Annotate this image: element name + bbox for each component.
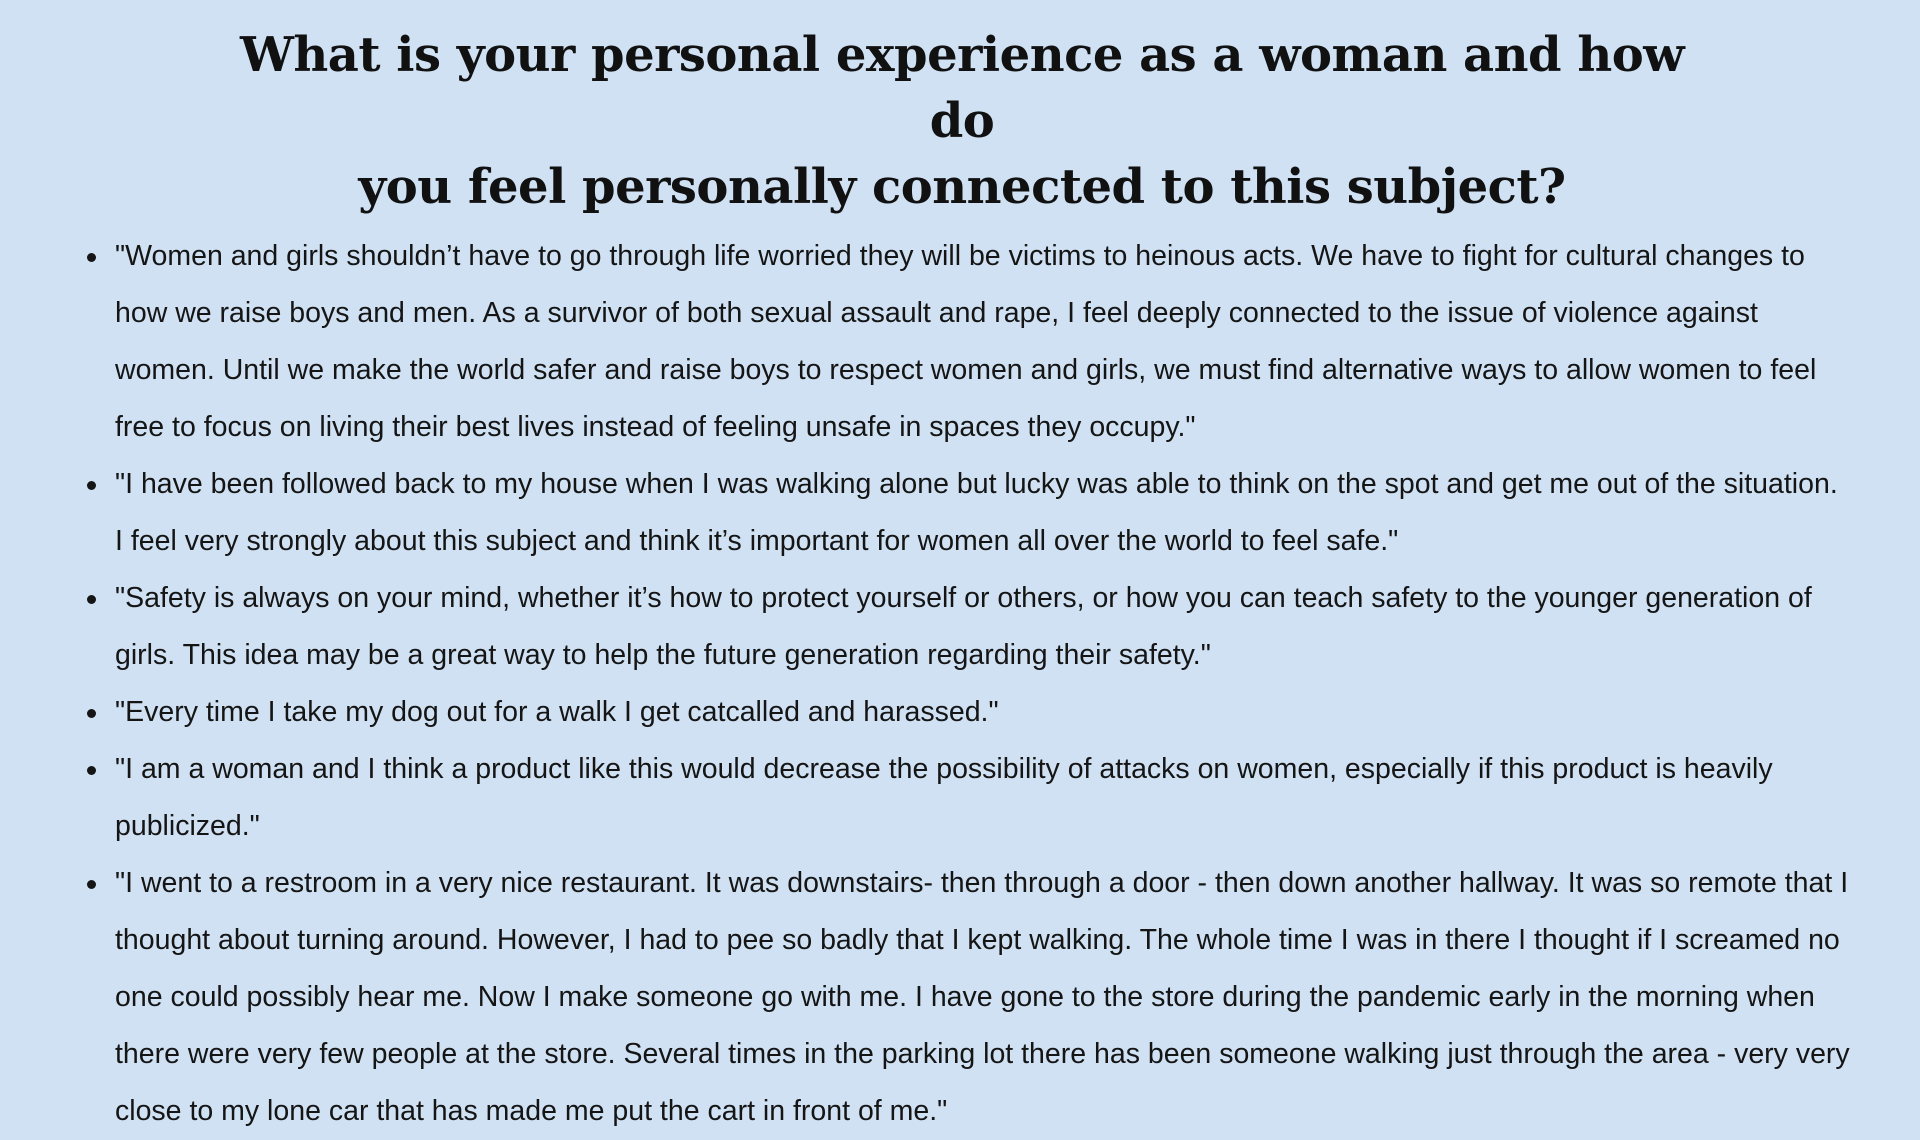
bullet-icon	[87, 766, 96, 775]
quote-list	[72, 228, 1852, 1140]
bullet-icon	[87, 253, 96, 262]
slide-title-line-1: What is your personal experience as a woman and how do	[239, 27, 1685, 149]
bullet-icon	[87, 481, 96, 490]
bullet-icon	[87, 595, 96, 604]
quote-item-4	[72, 684, 1852, 741]
quote-text-1: "Women and girls shouldn’t have to go through life worried they will be victims to heinous acts. We have to fight for cultural changes to how we raise boys and men. As a survivor of both sexual assault and rape, I feel deeply connected to the issue of violence against women. Until we make the world safer and raise boys to respect women and girls, we must find alternative ways to allow women to feel free to focus on living their best lives instead of feeling unsafe in spaces they occupy."	[115, 240, 1817, 443]
bullet-icon	[87, 880, 96, 889]
quote-item-5	[72, 741, 1852, 855]
quote-item-2	[72, 456, 1852, 570]
slide-title-line-2: you feel personally connected to this subject?	[358, 159, 1566, 215]
quote-text-6: "I went to a restroom in a very nice restaurant. It was downstairs- then through a door - then down another hallway. It was so remote that I thought about turning around. However, I had to pee so badly that I kept walking. The whole time I was in there I thought if I screamed no one could possibly hear me. Now I make someone go with me. I have gone to the store during the pandemic early in the morning when there were very few people at the store. Several times in the parking lot there has been someone walking just through the area - very very close to my lone car that has made me put the cart in front of me."	[115, 867, 1850, 1127]
quote-text-3: "Safety is always on your mind, whether it’s how to protect yourself or others, or how you can teach safety to the younger generation of girls. This idea may be a great way to help the future generation regarding their safety."	[115, 582, 1812, 671]
quote-text-2: "I have been followed back to my house when I was walking alone but lucky was able to think on the spot and get me out of the situation. I feel very strongly about this subject and think it’s important for women all over the world to feel safe."	[115, 468, 1838, 557]
quote-item-1	[72, 228, 1852, 456]
bullet-icon	[87, 709, 96, 718]
quote-text-4: "Every time I take my dog out for a walk I get catcalled and harassed."	[115, 696, 999, 728]
quote-text-5: "I am a woman and I think a product like this would decrease the possibility of attacks on women, especially if this product is heavily publicized."	[115, 753, 1773, 842]
quote-item-3	[72, 570, 1852, 684]
slide-title	[212, 22, 1712, 220]
quote-item-6	[72, 855, 1852, 1140]
